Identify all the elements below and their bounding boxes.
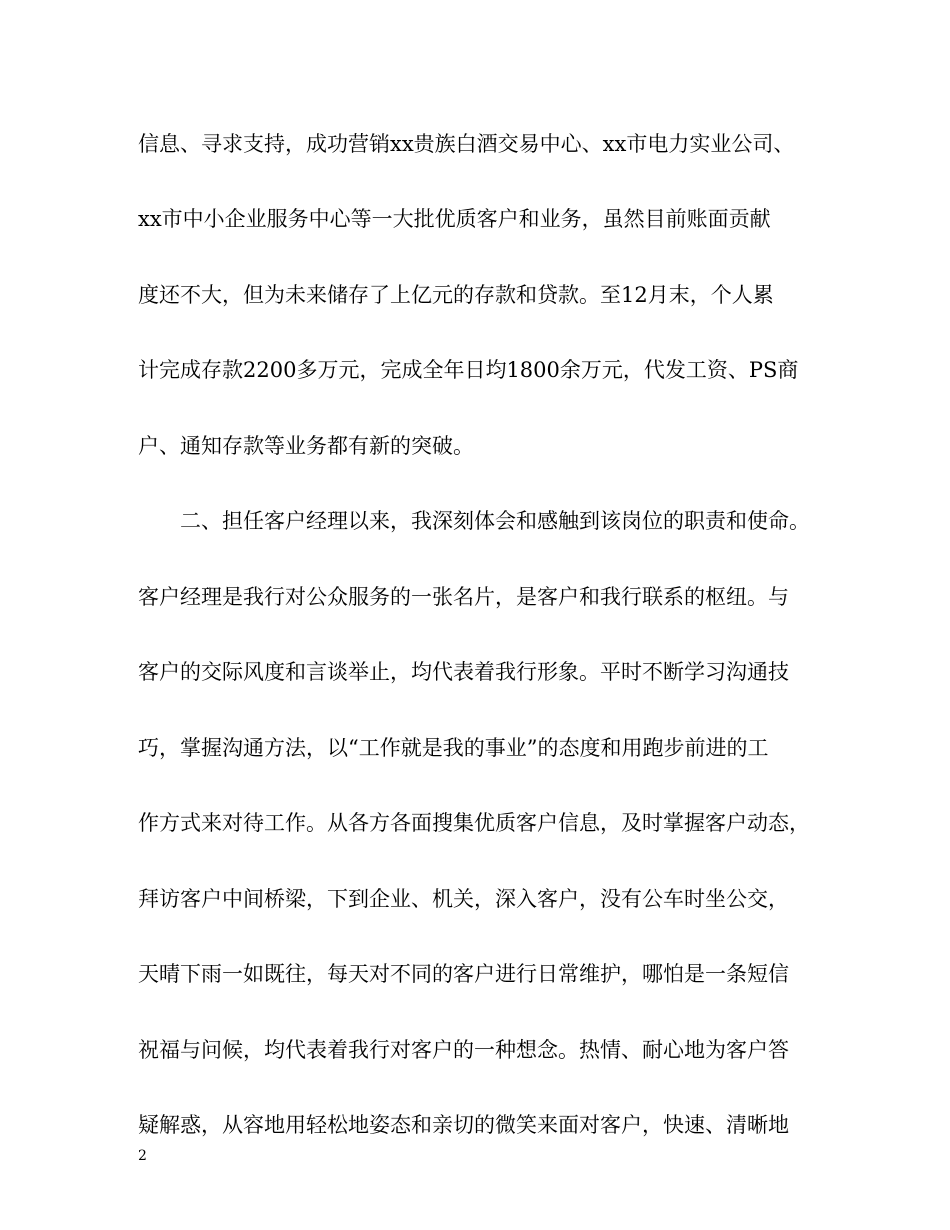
text-line: 计完成存款2200多万元，完成全年日均1800余万元，代发工资、PS商	[138, 358, 799, 382]
text-line: 疑解惑，从容地用轻松地姿态和亲切的微笑来面对客户，快速、清晰地	[138, 1113, 789, 1137]
text-line: xx市中小企业服务中心等一大批优质客户和业务，虽然目前账面贡献	[138, 207, 771, 231]
text-line: 度还不大，但为未来储存了上亿元的存款和贷款。至12月末，个人累	[138, 283, 774, 307]
page-number: 2	[138, 1148, 147, 1164]
text-line: 二、担任客户经理以来，我深刻体会和感触到该岗位的职责和使命。	[138, 509, 810, 533]
text-line: 客户的交际风度和言谈举止，均代表着我行形象。平时不断学习沟通技	[138, 660, 789, 684]
text-line: 巧，掌握沟通方法，以“工作就是我的事业”的态度和用跑步前进的工	[138, 736, 769, 760]
text-line: 客户经理是我行对公众服务的一张名片，是客户和我行联系的枢纽。与	[138, 585, 789, 609]
text-line: 户、通知存款等业务都有新的突破。	[138, 434, 474, 458]
text-line: 信息、寻求支持，成功营销xx贵族白酒交易中心、xx市电力实业公司、	[138, 132, 795, 156]
text-line: 祝福与问候，均代表着我行对客户的一种想念。热情、耐心地为客户答	[138, 1038, 789, 1062]
text-line: 拜访客户中间桥梁，下到企业、机关，深入客户，没有公车时坐公交，	[138, 887, 789, 911]
text-line: 天晴下雨一如既往，每天对不同的客户进行日常维护，哪怕是一条短信	[138, 962, 789, 986]
text-line: 作方式来对待工作。从各方各面搜集优质客户信息，及时掌握客户动态，	[138, 811, 810, 835]
